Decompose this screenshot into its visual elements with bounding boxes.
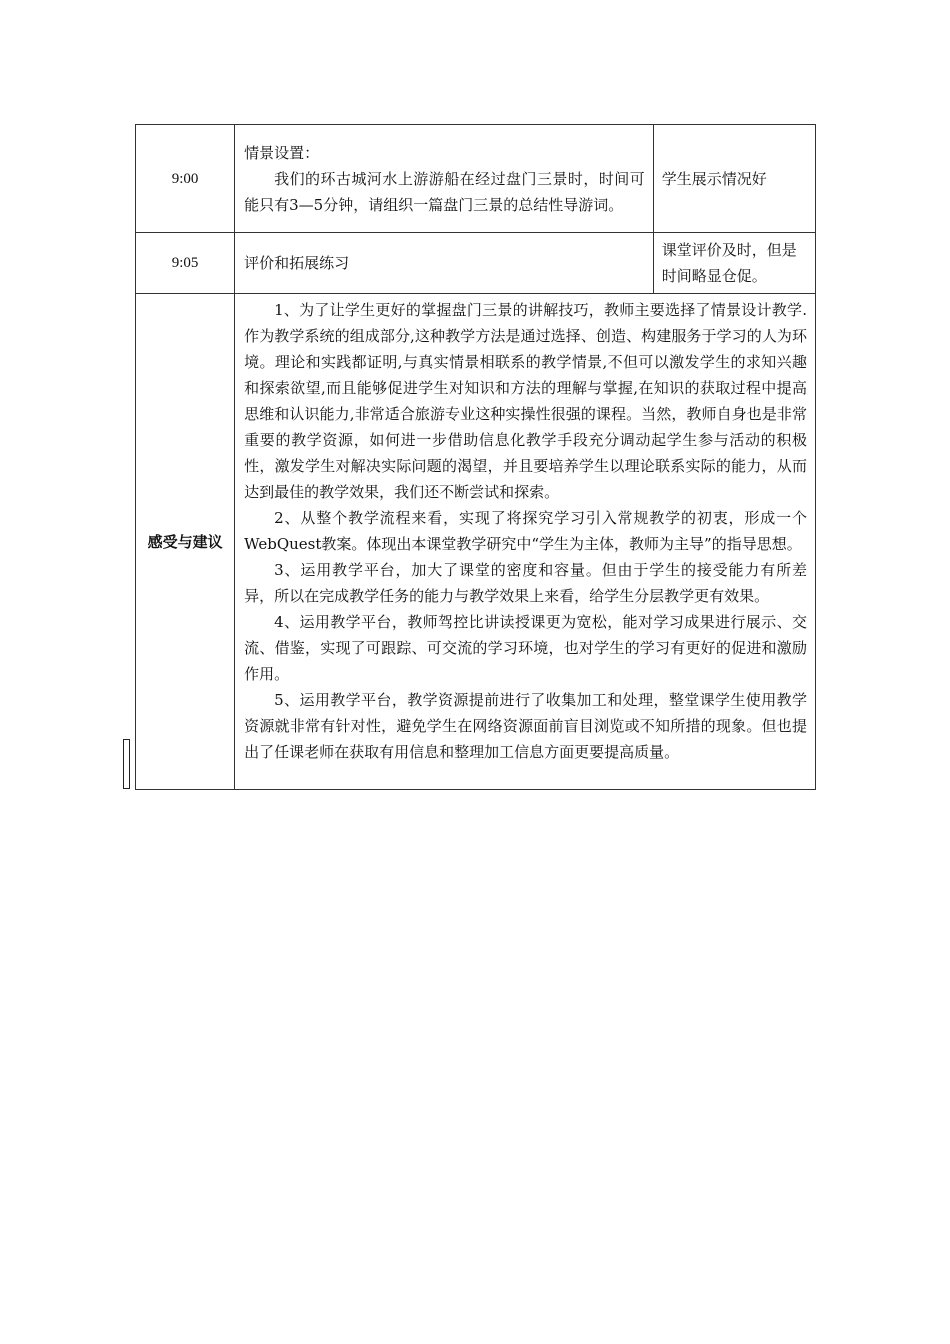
time-cell: 9:00	[136, 125, 235, 233]
review-row	[136, 294, 816, 790]
review-paragraph-3: 3、运用教学平台，加大了课堂的密度和容量。但由于学生的接受能力有所差异，所以在完成教学任务的能力与教学效果上来看，给学生分层教学更有效果。	[244, 561, 807, 605]
note-cell: 课堂评价及时，但是时间略显仓促。	[653, 233, 815, 294]
margin-marker	[123, 739, 130, 789]
review-label: 感受与建议	[136, 294, 235, 790]
note-cell: 学生展示情况好	[653, 125, 815, 233]
table-row	[136, 233, 816, 294]
scenario-title: 情景设置：	[244, 143, 320, 162]
content-cell: 评价和拓展练习	[235, 233, 654, 294]
scenario-body: 我们的环古城河水上游游船在经过盘门三景时，时间可能只有3—5分钟，请组织一篇盘门三景的总结性导游词。	[244, 169, 645, 214]
time-cell: 9:05	[136, 233, 235, 294]
review-paragraph-1: 1、为了让学生更好的掌握盘门三景的讲解技巧，教师主要选择了情景设计教学.作为教学系统的组成部分,这种教学方法是通过选择、创造、构建服务于学习的人为环境。理论和实践都证明,与真实情景相联系的教学情景,不但可以激发学生的求知兴趣和探索欲望,而且能够促进学生对知识和方法的理解与掌握,在知识的获取过程中提高思维和认识能力,非常适合旅游专业这种实操性很强的课程。当然，教师自身也是非常重要的教学资源，如何进一步借助信息化教学手段充分调动起学生参与活动的积极性，激发学生对解决实际问题的渴望，并且要培养学生以理论联系实际的能力，从而达到最佳的教学效果，我们还不断尝试和探索。	[244, 301, 807, 501]
review-paragraph-5: 5、运用教学平台，教学资源提前进行了收集加工和处理，整堂课学生使用教学资源就非常有针对性，避免学生在网络资源面前盲目浏览或不知所措的现象。但也提出了任课老师在获取有用信息和整理加工信息方面更要提高质量。	[244, 691, 807, 761]
table-row	[136, 125, 816, 233]
review-paragraph-4: 4、运用教学平台，教师驾控比讲读授课更为宽松，能对学习成果进行展示、交流、借鉴，实现了可跟踪、可交流的学习环境，也对学生的学习有更好的促进和激励作用。	[244, 613, 807, 683]
content-cell	[235, 125, 654, 233]
lesson-record-table	[135, 124, 816, 790]
review-paragraph-2: 2、从整个教学流程来看，实现了将探究学习引入常规教学的初衷，形成一个WebQuest教案。体现出本课堂教学研究中“学生为主体，教师为主导”的指导思想。	[244, 509, 807, 553]
review-content	[235, 294, 816, 790]
